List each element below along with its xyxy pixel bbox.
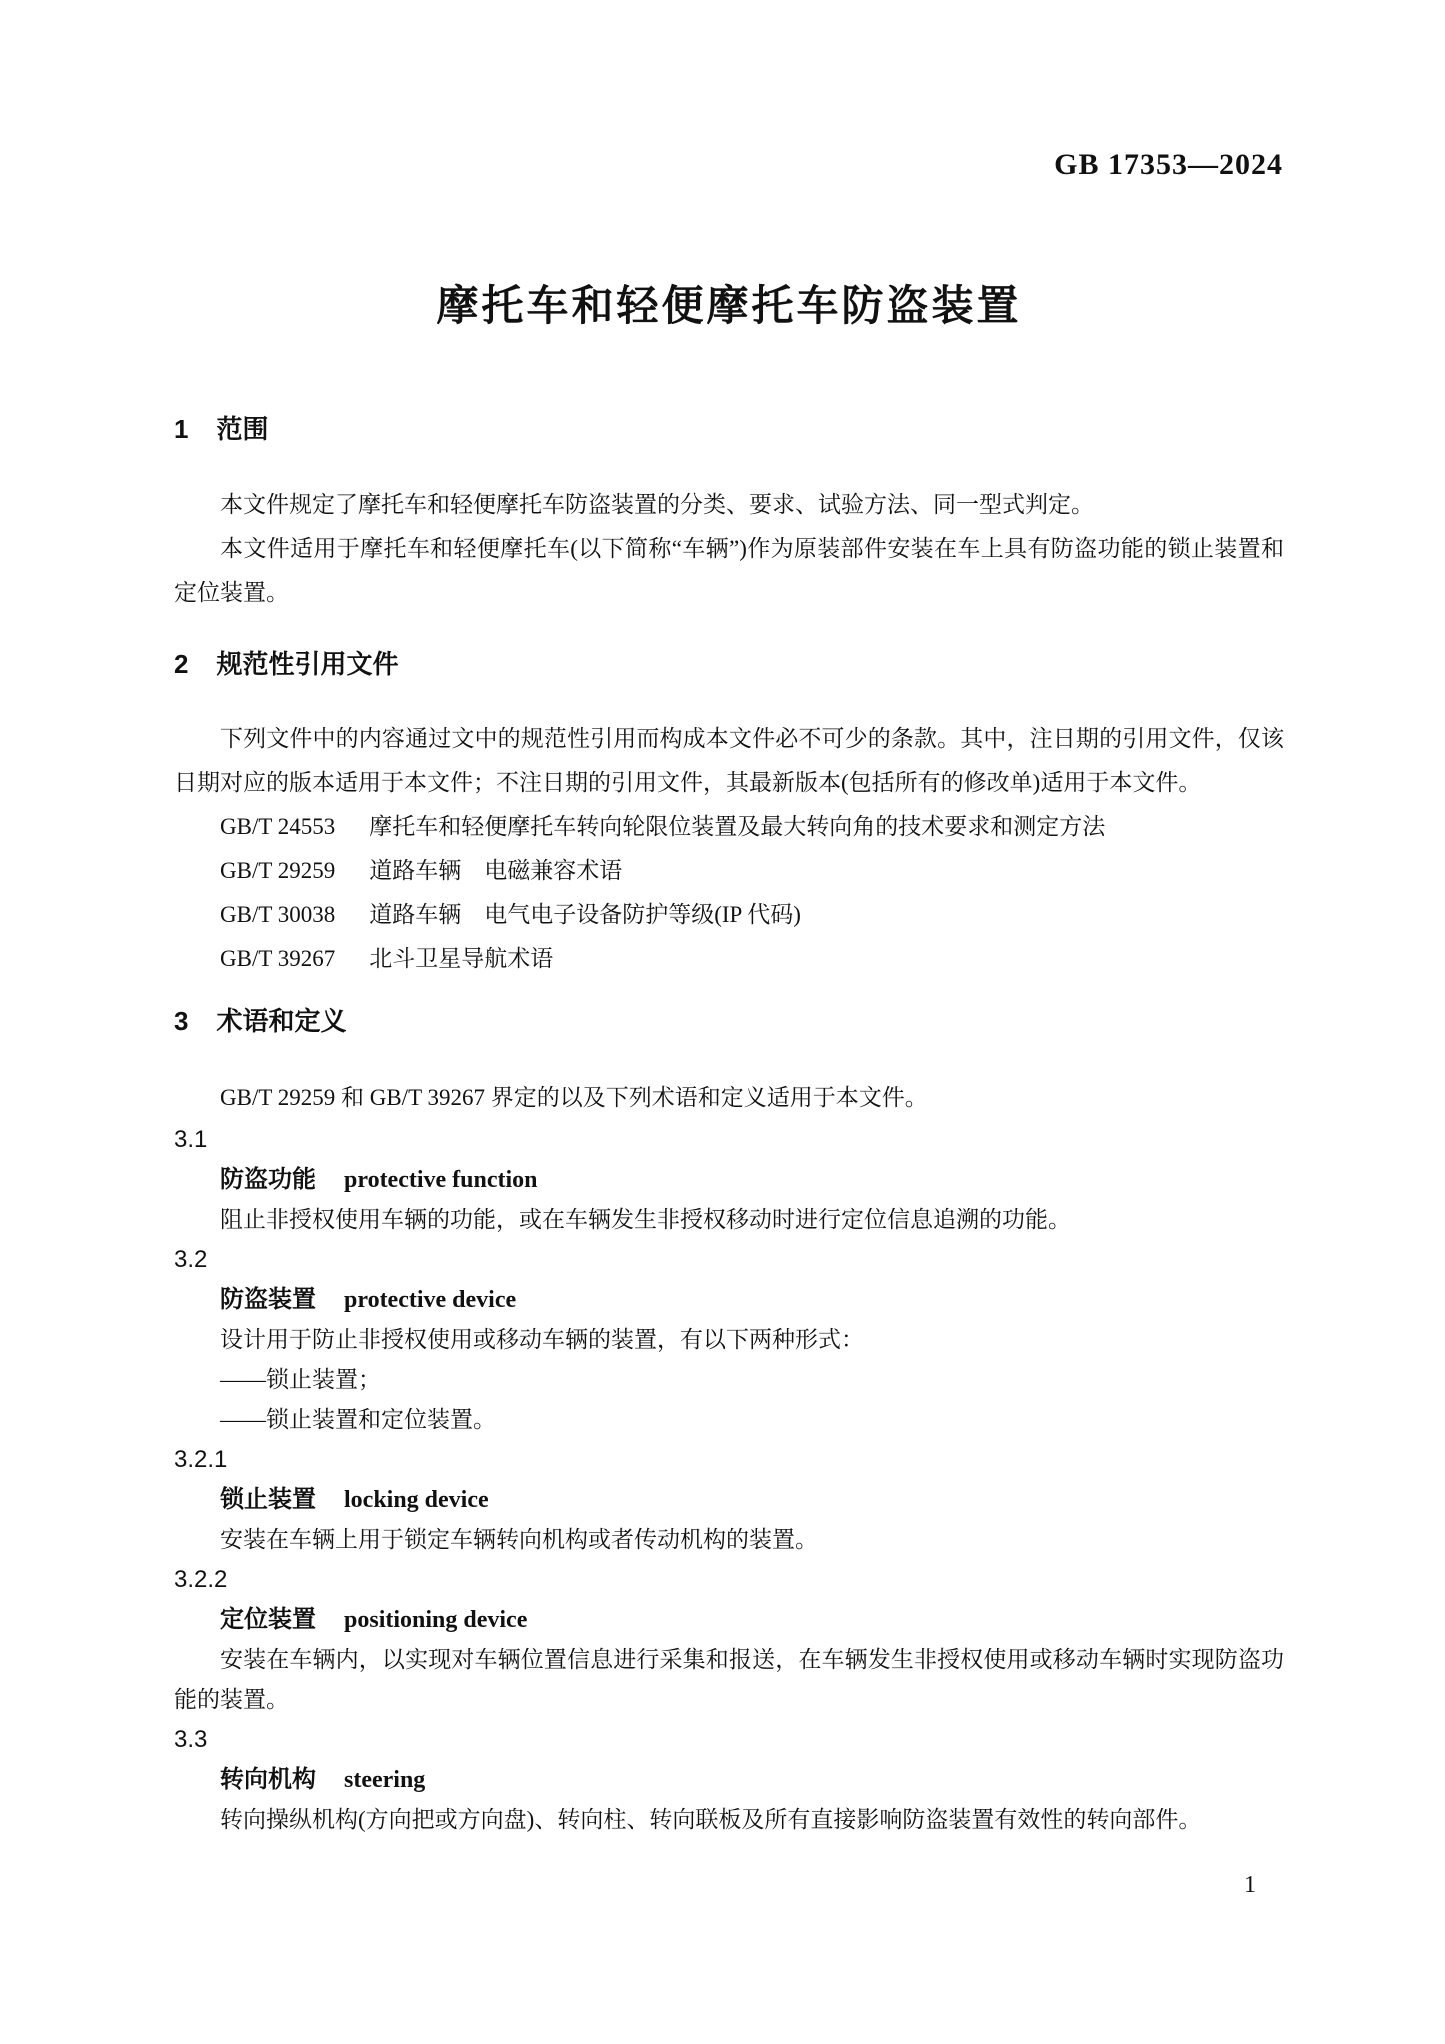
term-heading	[174, 1600, 1284, 1640]
reference-title: 北斗卫星导航术语	[369, 946, 554, 971]
terms-intro-paragraph: GB/T 29259 和 GB/T 39267 界定的以及下列术语和定义适用于本文件。	[220, 1085, 928, 1110]
reference-title: 道路车辆 电磁兼容术语	[369, 858, 623, 883]
page-number: 1	[1244, 1872, 1256, 1898]
reference-code: GB/T 39267	[220, 946, 336, 971]
clause-number: 3.2.1	[174, 1446, 228, 1473]
section-3-title: 术语和定义	[216, 1006, 347, 1036]
term-definition: 安装在车辆内，以实现对车辆位置信息进行采集和报送，在车辆发生非授权使用或移动车辆时实现防盗功能的装置。	[174, 1647, 1284, 1712]
scope-paragraph-2: 本文件适用于摩托车和轻便摩托车(以下简称“车辆”)作为原装部件安装在车上具有防盗功能的锁止装置和定位装置。	[174, 536, 1284, 605]
section-1-number: 1	[174, 414, 189, 444]
clause-number: 3.1	[174, 1126, 208, 1153]
term-chinese: 防盗装置	[220, 1286, 316, 1313]
section-2-title: 规范性引用文件	[216, 649, 399, 679]
term-chinese: 锁止装置	[220, 1486, 316, 1513]
term-list-item: ——锁止装置和定位装置。	[220, 1407, 496, 1432]
section-3-number: 3	[174, 1006, 189, 1036]
terms-and-definitions	[174, 1120, 1284, 1840]
section-2-heading	[174, 646, 1284, 682]
reference-item	[174, 849, 1284, 893]
clause-number: 3.2	[174, 1246, 208, 1273]
reference-item	[174, 937, 1284, 981]
term-chinese: 防盗功能	[220, 1166, 316, 1193]
term-block-3-3	[174, 1720, 1284, 1840]
clause-number: 3.3	[174, 1726, 208, 1753]
section-3-heading	[174, 1003, 1284, 1039]
term-definition: 阻止非授权使用车辆的功能，或在车辆发生非授权移动时进行定位信息追溯的功能。	[220, 1207, 1071, 1232]
section-2-number: 2	[174, 649, 189, 679]
term-definition: 转向操纵机构(方向把或方向盘)、转向柱、转向联板及所有直接影响防盗装置有效性的转向部件。	[220, 1807, 1202, 1832]
reference-title: 道路车辆 电气电子设备防护等级(IP 代码)	[369, 902, 801, 927]
references-intro-paragraph: 下列文件中的内容通过文中的规范性引用而构成本文件必不可少的条款。其中，注日期的引用文件，仅该日期对应的版本适用于本文件；不注日期的引用文件，其最新版本(包括所有的修改单)适用于本文件。	[174, 726, 1284, 795]
term-heading	[174, 1480, 1284, 1520]
term-english: locking device	[344, 1487, 489, 1513]
document-content	[174, 0, 1284, 1840]
reference-item	[174, 805, 1284, 849]
reference-title: 摩托车和轻便摩托车转向轮限位装置及最大转向角的技术要求和测定方法	[369, 814, 1106, 839]
term-definition: 安装在车辆上用于锁定车辆转向机构或者传动机构的装置。	[220, 1527, 818, 1552]
term-chinese: 定位装置	[220, 1606, 316, 1633]
section-1-heading	[174, 411, 1284, 447]
term-english: protective device	[344, 1287, 517, 1313]
standard-code: GB 17353—2024	[1054, 148, 1283, 181]
term-heading	[174, 1760, 1284, 1800]
document-title: 摩托车和轻便摩托车防盗装置	[436, 282, 1022, 329]
clause-number: 3.2.2	[174, 1566, 228, 1593]
term-english: positioning device	[344, 1607, 528, 1633]
term-block-3-2-1	[174, 1440, 1284, 1560]
section-1-title: 范围	[216, 414, 269, 444]
term-english: protective function	[344, 1167, 538, 1193]
term-heading	[174, 1160, 1284, 1200]
reference-item	[174, 893, 1284, 937]
reference-code: GB/T 24553	[220, 814, 336, 839]
reference-code: GB/T 29259	[220, 858, 336, 883]
reference-code: GB/T 30038	[220, 902, 336, 927]
term-block-3-2	[174, 1240, 1284, 1440]
term-english: steering	[344, 1767, 426, 1793]
reference-list	[174, 805, 1284, 981]
term-chinese: 转向机构	[220, 1766, 316, 1793]
term-definition: 设计用于防止非授权使用或移动车辆的装置，有以下两种形式：	[220, 1327, 864, 1352]
scope-paragraph-1: 本文件规定了摩托车和轻便摩托车防盗装置的分类、要求、试验方法、同一型式判定。	[220, 492, 1094, 517]
term-list-item: ——锁止装置；	[220, 1367, 381, 1392]
term-block-3-1	[174, 1120, 1284, 1240]
term-block-3-2-2	[174, 1560, 1284, 1720]
term-heading	[174, 1280, 1284, 1320]
